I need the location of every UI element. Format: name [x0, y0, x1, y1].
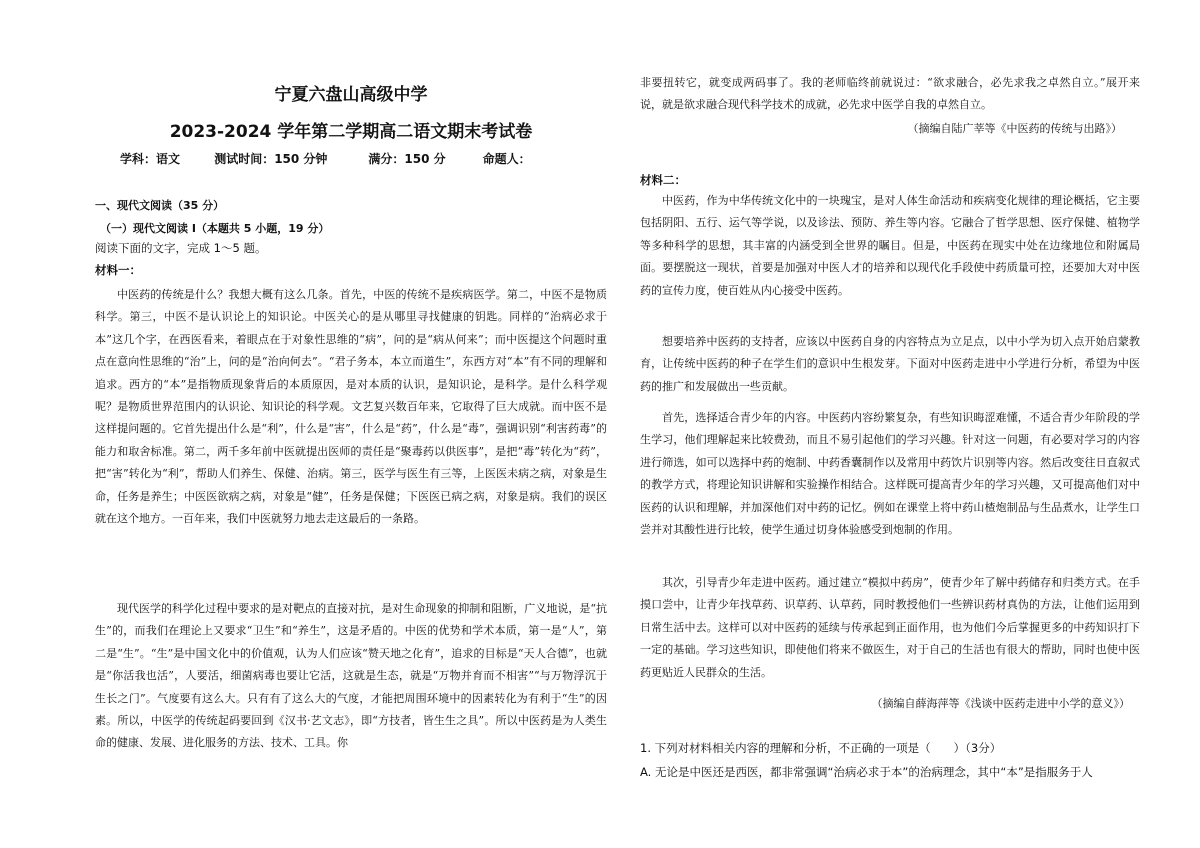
section-subtitle: （一）现代文阅读 I（本题共 5 小题，19 分） — [100, 222, 330, 235]
question-1: 1. 下列对材料相关内容的理解和分析，不正确的一项是（ ）（3分） — [640, 741, 1002, 755]
material2-label: 材料二： — [640, 173, 686, 187]
school-name: 宁夏六盘山高级中学 — [274, 85, 428, 105]
material2-paragraph-2: 想要培养中医药的支持者，应该以中医药自身的内容特点为立足点，以中小学为切入点开始启蒙教育，让传统中医药的种子在学生们的意识中生根发芽。下面对中医药走进中小学进行分析，希望为中医药的推广和发展做出一些贡献。 — [640, 335, 1140, 393]
material1-paragraph-1: 中医药的传统是什么？我想大概有这么几条。首先，中医的传统不是疾病医学。第二，中医不是物质科学。第三，中医不是认识论上的知识论。中医关心的是从哪里寻找健康的钥匙。同样的“治病必求于本”这几个字，在西医看来，着眼点在于对象性思维的“病”，问的是“病从何来”；而中医提这个问题时重点在意向性思维的“治”上，问的是“治向何去”。“君子务本，本立而道生”，东西方对“本”有不同的理解和追求。西方的“本”是指物质现象背后的本质原因，是对本质的认识，是知识论，是科学。是什么科学观呢？是物质世界范围内的认识论、知识论的科学观。文艺复兴数百年来，它取得了巨大成就。而中医不是这样提问题的。它首先提出什么是“利”，什么是“害”，什么是“药”，什么是“毒”，强调识别“利害药毒”的能力和取舍标准。第二，两千多年前中医就提出医师的责任是“聚毒药以供医事”，是把“毒”转化为“药”，把“害”转化为“利”，帮助人们养生、保健、治病。第三，医学与医生有三等，上医医未病之病，对象是生命，任务是养生；中医医欲病之病，对象是“健”，任务是保健；下医医已病之病，对象是病。我们的误区就在这个地方。一百年来，我们中医就努力地去走这最后的一条路。 — [95, 288, 607, 526]
material1-paragraph-tail: 非要扭转它，就变成两码事了。我的老师临终前就说过：“欲求融合，必先求我之卓然自立。”展开来说，就是欲求融合现代科学技术的成就，必先求中医学自我的卓然自立。 — [640, 76, 1140, 112]
author-label: 命题人： — [482, 152, 531, 166]
time-label: 测试时间：150 分钟 — [214, 152, 328, 166]
question-1-option-a: A. 无论是中医还是西医，都非常强调“治病必求于本”的治病理念，其中“本”是指服务于人 — [640, 765, 1093, 779]
material1-source: （摘编自陆广莘等《中医药的传统与出路》） — [907, 122, 1122, 135]
score-label: 满分：150 分 — [368, 152, 446, 166]
material2-source: （摘编自薛海萍等《浅谈中医药走进中小学的意义》） — [871, 697, 1130, 710]
material2-paragraph-4: 其次，引导青少年走进中医药。通过建立“模拟中药房”，使青少年了解中药储存和归类方式。在手摸口尝中，让青少年找草药、识草药、认草药，同时教授他们一些辨识药材真伪的方法，让他们运用到日常生活中去。这样可以对中医药的延续与传承起到正面作用，也为他们今后掌握更多的中药知识打下一定的基础。学习这些知识，即使他们将来不做医生，对于自己的生活也有很大的帮助，同时也使中医药更贴近人民群众的生活。 — [640, 576, 1140, 679]
material1-paragraph-2: 现代医学的科学化过程中要求的是对靶点的直接对抗，是对生命现象的抑制和阻断，广义地说，是“抗生”的，而我们在理论上又要求“卫生”和“养生”，这是矛盾的。中医的优势和学术本质，第一是“人”，第二是“生”。“生”是中国文化中的价值观，认为人们应该“赞天地之化育”，追求的目标是“天人合德”，也就是“你活我也活”，人要活，细菌病毒也要让它活，这就是生态，就是“万物并育而不相害”“与万物浮沉于生长之门”。气度要有这么大。只有有了这么大的气度，才能把周围环境中的因素转化为有利于“生”的因素。所以，中医学的传统起码要回到《汉书·艺文志》，即“方技者，皆生生之具”。所以中医药是为人类生命的健康、发展、进化服务的方法、技术、工具。你 — [95, 602, 607, 750]
material2-paragraph-1: 中医药，作为中华传统文化中的一块瑰宝，是对人体生命活动和疾病变化规律的理论概括，它主要包括阴阳、五行、运气等学说，以及诊法、预防、养生等内容。它融合了哲学思想、医疗保健、植物学等多种科学的思想，其丰富的内涵受到全世界的瞩目。但是，中医药在现实中处在边缘地位和附属局面。要摆脱这一现状，首要是加强对中医人才的培养和以现代化手段使中药质量可控，还要加大对中医药的宣传力度，使百姓从内心接受中医药。 — [640, 194, 1140, 297]
exam-meta — [120, 150, 531, 167]
material2-paragraph-3: 首先，选择适合青少年的内容。中医药内容纷繁复杂，有些知识晦涩难懂，不适合青少年阶段的学生学习，他们理解起来比较费劲，而且不易引起他们的学习兴趣。针对这一问题，有必要对学习的内容进行筛选，如可以选择中药的炮制、中药香囊制作以及常用中药饮片识别等内容。然后改变往日直叙式的教学方式，将理论知识讲解和实验操作相结合。这样既可提高青少年的学习兴趣，又可提高他们对中医药的认识和理解，并加深他们对中药的记忆。例如在课堂上将中药山楂炮制品与生品煮水，让学生口尝并对其酸性进行比较，使学生通过切身体验感受到炮制的作用。 — [640, 411, 1140, 537]
exam-title: 2023-2024 学年第二学期高二语文期末考试卷 — [169, 122, 533, 142]
instruction: 阅读下面的文字，完成 1～5 题。 — [95, 241, 267, 255]
material1-label: 材料一： — [95, 263, 141, 277]
subject-label: 学科：语文 — [120, 152, 181, 166]
section-title: 一、现代文阅读（35 分） — [95, 199, 225, 212]
